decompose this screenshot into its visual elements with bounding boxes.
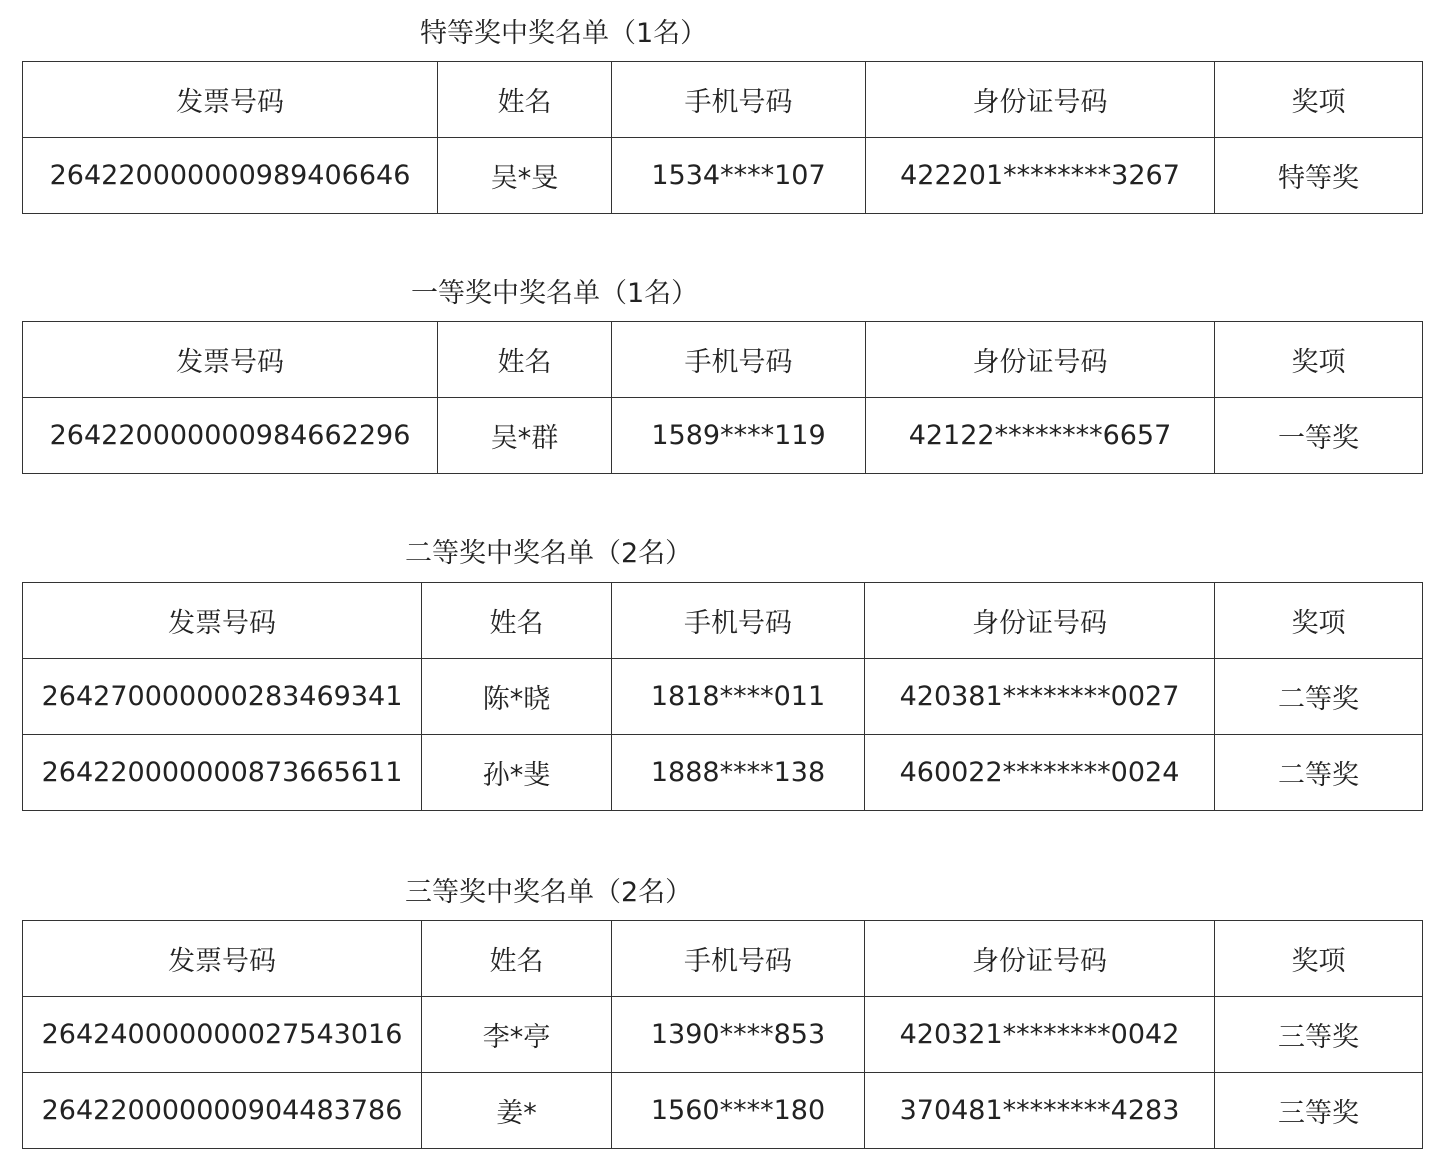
header-name: 姓名 bbox=[438, 322, 612, 398]
cell-invoice-number: 264240000000027543016 bbox=[23, 997, 422, 1073]
cell-phone-number: 1818****011 bbox=[612, 659, 865, 735]
cell-invoice-number: 264220000000873665611 bbox=[23, 735, 422, 811]
cell-id-number: 420321********0042 bbox=[865, 997, 1215, 1073]
table-header-row bbox=[23, 583, 1423, 659]
header-id-number: 身份证号码 bbox=[866, 62, 1215, 138]
cell-prize: 二等奖 bbox=[1215, 659, 1423, 735]
table-row bbox=[23, 398, 1423, 474]
cell-phone-number: 1589****119 bbox=[612, 398, 866, 474]
table-header-row bbox=[23, 322, 1423, 398]
header-prize: 奖项 bbox=[1215, 921, 1423, 997]
header-name: 姓名 bbox=[438, 62, 612, 138]
winners-table-special-prize bbox=[22, 61, 1423, 214]
cell-invoice-number: 264270000000283469341 bbox=[23, 659, 422, 735]
cell-id-number: 420381********0027 bbox=[865, 659, 1215, 735]
table-row bbox=[23, 735, 1423, 811]
cell-invoice-number: 264220000000904483786 bbox=[23, 1073, 422, 1149]
cell-id-number: 422201********3267 bbox=[866, 138, 1215, 214]
cell-phone-number: 1534****107 bbox=[612, 138, 866, 214]
header-phone-number: 手机号码 bbox=[612, 583, 865, 659]
header-id-number: 身份证号码 bbox=[866, 322, 1215, 398]
table-row bbox=[23, 138, 1423, 214]
cell-name: 吴*群 bbox=[438, 398, 612, 474]
header-phone-number: 手机号码 bbox=[612, 921, 865, 997]
table-header-row bbox=[23, 62, 1423, 138]
cell-invoice-number: 264220000000989406646 bbox=[23, 138, 438, 214]
table-row bbox=[23, 1073, 1423, 1149]
header-phone-number: 手机号码 bbox=[612, 322, 866, 398]
winners-table-second-prize bbox=[22, 582, 1423, 811]
cell-name: 吴*旻 bbox=[438, 138, 612, 214]
cell-phone-number: 1390****853 bbox=[612, 997, 865, 1073]
header-invoice-number: 发票号码 bbox=[23, 62, 438, 138]
winners-table-first-prize bbox=[22, 321, 1423, 474]
header-id-number: 身份证号码 bbox=[865, 583, 1215, 659]
cell-prize: 三等奖 bbox=[1215, 997, 1423, 1073]
header-prize: 奖项 bbox=[1215, 583, 1423, 659]
cell-prize: 特等奖 bbox=[1215, 138, 1423, 214]
cell-id-number: 460022********0024 bbox=[865, 735, 1215, 811]
cell-phone-number: 1888****138 bbox=[612, 735, 865, 811]
header-invoice-number: 发票号码 bbox=[23, 322, 438, 398]
header-name: 姓名 bbox=[422, 583, 612, 659]
cell-name: 李*亭 bbox=[422, 997, 612, 1073]
cell-prize: 一等奖 bbox=[1215, 398, 1423, 474]
winners-table-third-prize bbox=[22, 920, 1423, 1149]
cell-prize: 三等奖 bbox=[1215, 1073, 1423, 1149]
cell-id-number: 370481********4283 bbox=[865, 1073, 1215, 1149]
table-row bbox=[23, 997, 1423, 1073]
section-title-first-prize: 一等奖中奖名单（1名） bbox=[411, 278, 699, 309]
header-invoice-number: 发票号码 bbox=[23, 921, 422, 997]
header-invoice-number: 发票号码 bbox=[23, 583, 422, 659]
table-row bbox=[23, 659, 1423, 735]
header-id-number: 身份证号码 bbox=[865, 921, 1215, 997]
header-phone-number: 手机号码 bbox=[612, 62, 866, 138]
header-prize: 奖项 bbox=[1215, 62, 1423, 138]
cell-invoice-number: 264220000000984662296 bbox=[23, 398, 438, 474]
section-title-third-prize: 三等奖中奖名单（2名） bbox=[405, 877, 693, 908]
cell-name: 孙*斐 bbox=[422, 735, 612, 811]
header-prize: 奖项 bbox=[1215, 322, 1423, 398]
section-title-special-prize: 特等奖中奖名单（1名） bbox=[420, 18, 708, 49]
cell-prize: 二等奖 bbox=[1215, 735, 1423, 811]
section-title-second-prize: 二等奖中奖名单（2名） bbox=[405, 538, 693, 569]
header-name: 姓名 bbox=[422, 921, 612, 997]
cell-name: 姜* bbox=[422, 1073, 612, 1149]
cell-id-number: 42122********6657 bbox=[866, 398, 1215, 474]
cell-name: 陈*晓 bbox=[422, 659, 612, 735]
cell-phone-number: 1560****180 bbox=[612, 1073, 865, 1149]
table-header-row bbox=[23, 921, 1423, 997]
